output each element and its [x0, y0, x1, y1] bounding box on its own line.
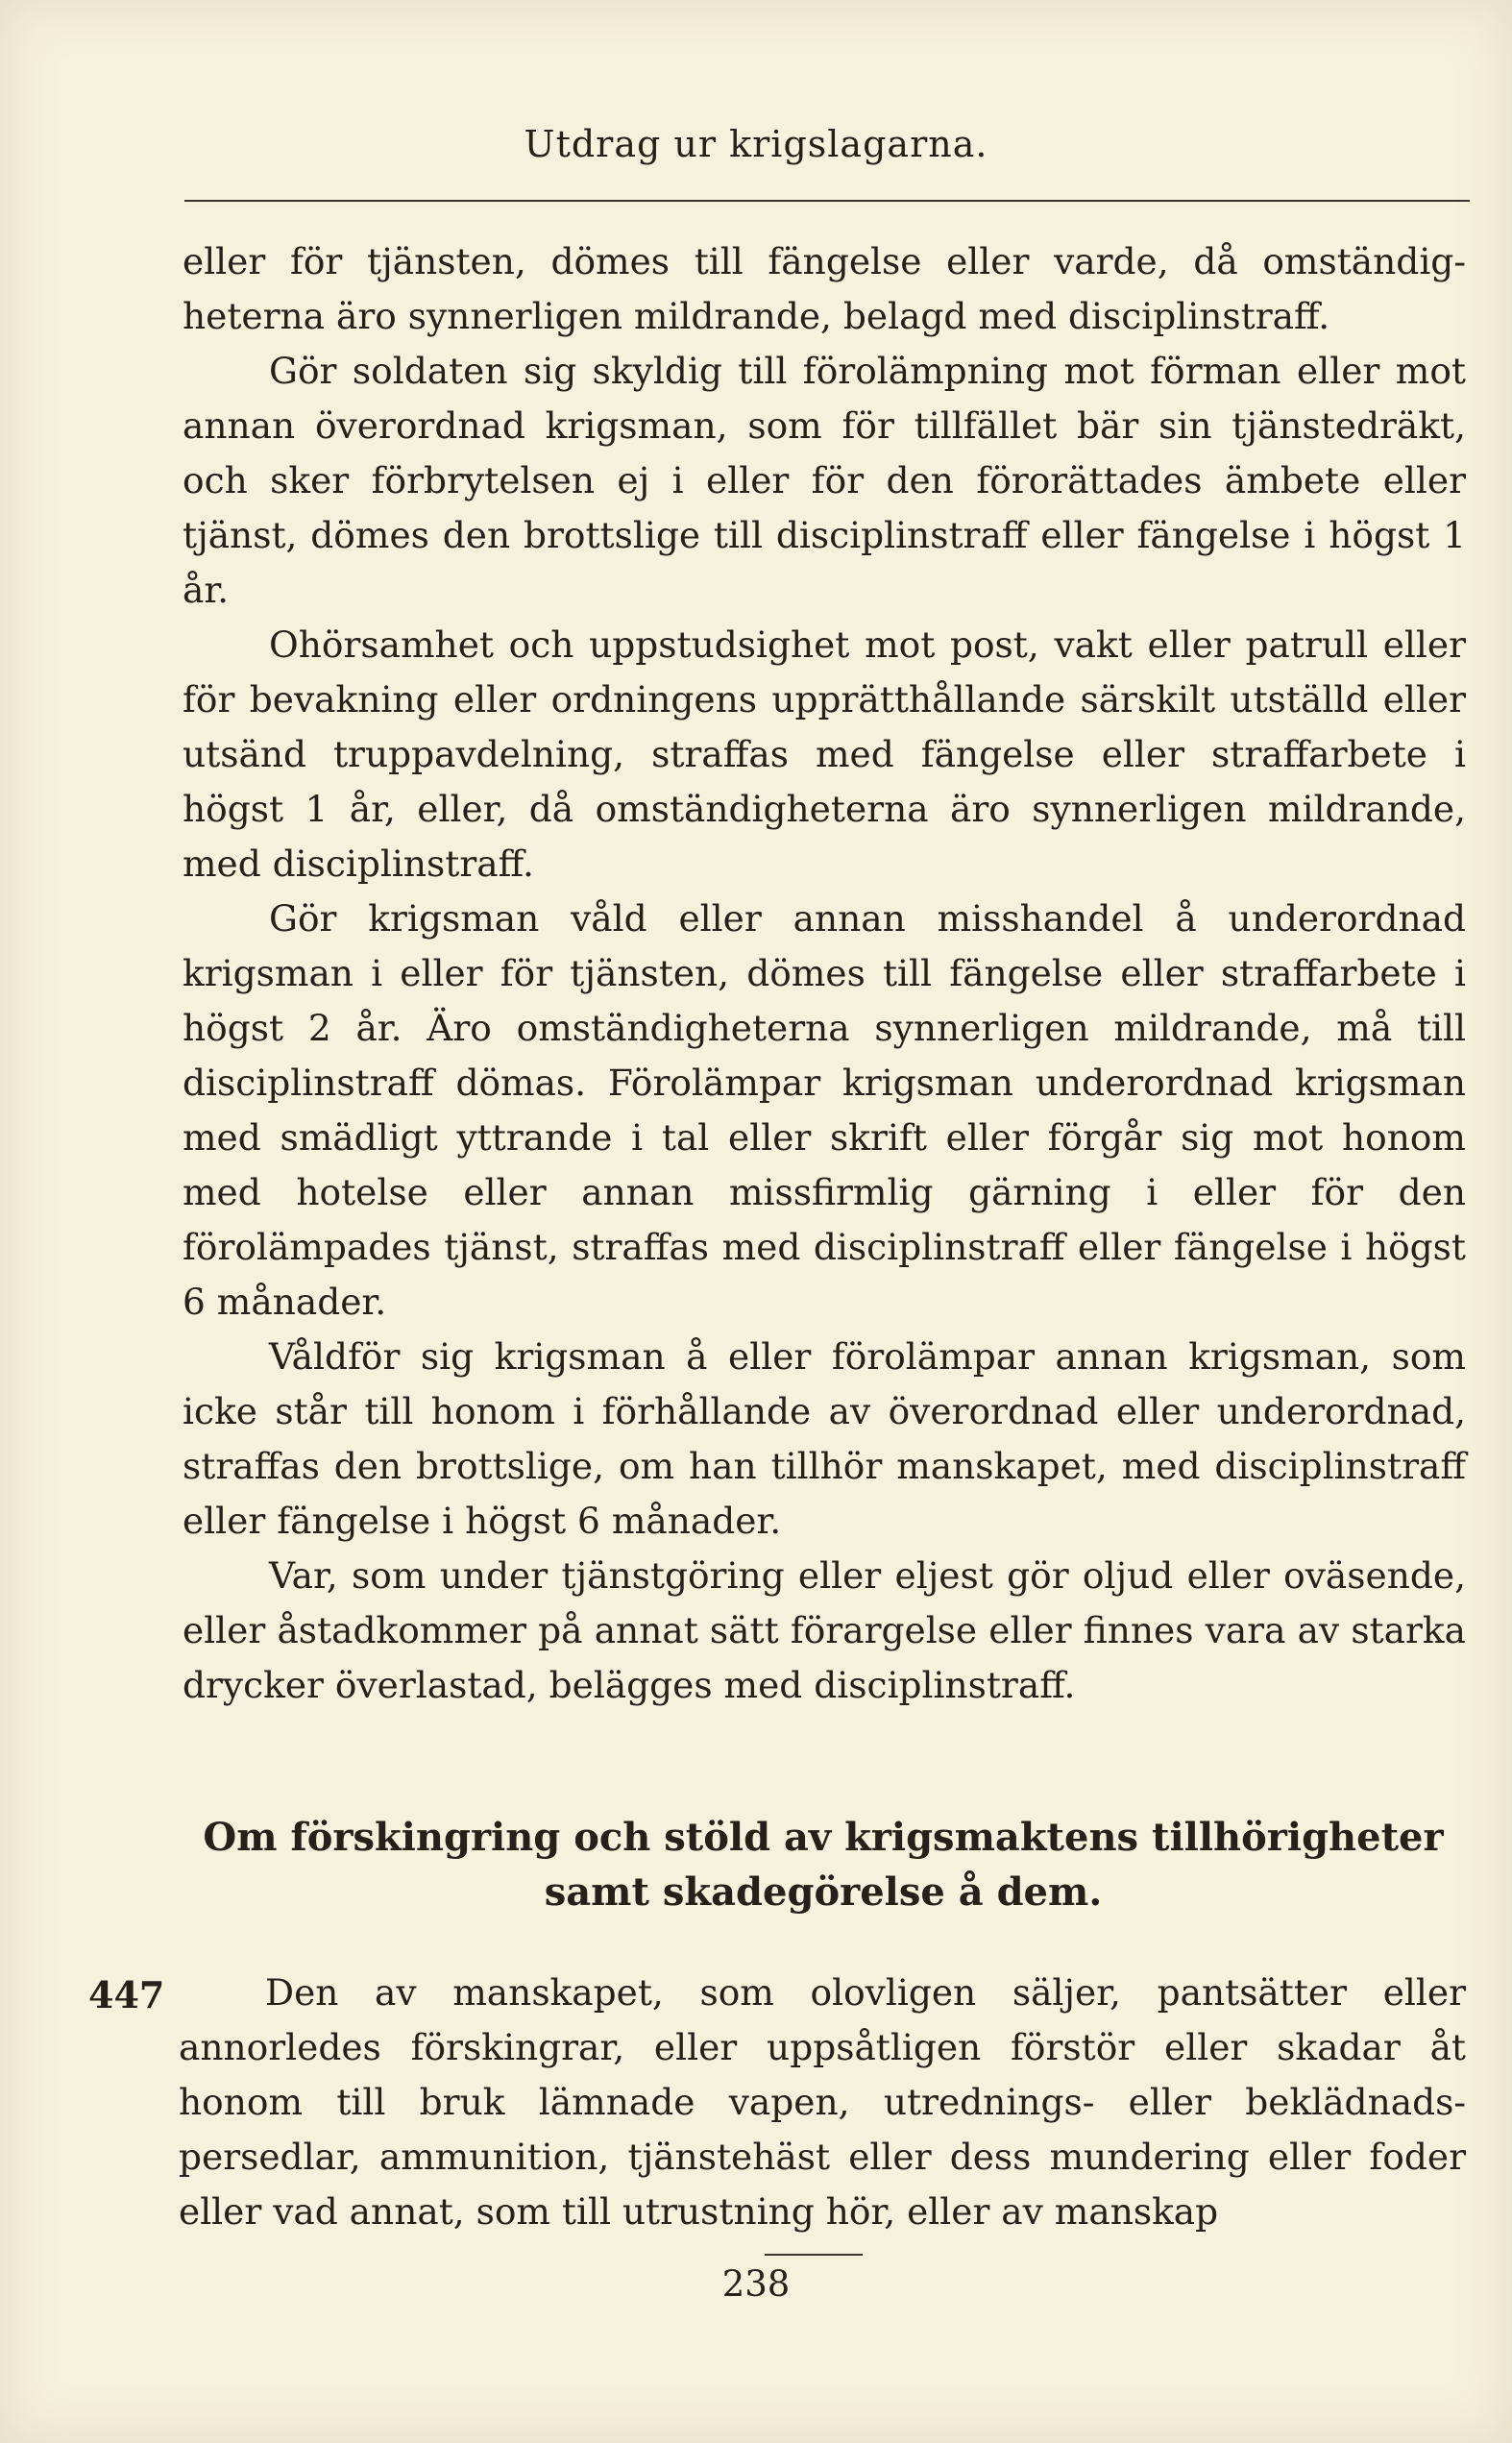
margin-number: 447 [88, 1973, 165, 2016]
paragraph-insult-superior: Gör soldaten sig skyldig till förolämpning mot förman eller mot annan överordnad krigsman, som för tillfället bär sin tjänstedräkt, och sker förbrytelsen ej i eller för den förorättades ämbete eller tjänst, dömes den brottslige till disciplinstraff eller fängelse i högst 1 år. [183, 350, 1466, 611]
header-rule [184, 200, 1470, 202]
section-heading: Om förskingring och stöld av krigsmaktens tillhörigheter samt skadegörelse å dem. [203, 1815, 1444, 1915]
paragraph-violence-subordinate: Gör krigsman våld eller annan misshandel å underordnad krigsman i eller för tjänsten, dömes till fängelse eller straffarbete i högst 2 år. Äro omständigheterna synnerligen mildrande, må till disciplinstraff dömas. Förolämpar krigsman underordnad krigsman med smädligt yttrande i tal eller skrift eller förgår sig mot honom med hotelse eller annan missfirmlig gärning i eller för den förolämpades tjänst, straffas med disciplinstraff eller fängelse i högst 6 månader. [183, 897, 1466, 1323]
paragraph-continuation: eller för tjänsten, dömes till fängelse eller varde, då omständigheterna äro synnerligen mildrande, belagd med disciplinstraff. [183, 240, 1466, 337]
paragraph-disturbance: Var, som under tjänstgöring eller eljest gör oljud eller oväsende, eller åstadkommer på annat sätt förargelse eller finnes vara av starka drycker överlastad, belägges med disciplinstraff. [183, 1554, 1466, 1706]
paragraph-embezzlement: Den av manskapet, som olovligen säljer, pantsätter eller annorledes förskingrar, eller uppsåtligen förstör eller skadar åt honom till bruk lämnade vapen, utrednings- eller beklädnadspersedlar, ammunition, tjänstehäst eller dess mundering eller foder eller vad annat, som till utrustning hör, eller av manskap [179, 1971, 1466, 2233]
section-text [179, 1966, 1466, 2239]
body-text [183, 234, 1466, 1713]
running-head: Utdrag ur krigslagarna. [524, 123, 988, 165]
paragraph-disobedience-guard: Ohörsamhet och uppstudsighet mot post, vakt eller patrull eller för bevakning eller ordningens upprätthållande särskilt utställd eller utsänd truppavdelning, straffas med fängelse eller straffarbete i högst 1 år, eller, då omständigheterna äro synnerligen mildrande, med disciplinstraff. [183, 623, 1466, 885]
paragraph-assault-equal: Våldför sig krigsman å eller förolämpar annan krigsman, som icke står till honom i förhållande av överordnad eller underordnad, straffas den brottslige, om han tillhör manskapet, med disciplinstraff eller fängelse i högst 6 månader. [183, 1335, 1466, 1542]
page-number: 238 [721, 2263, 791, 2305]
footer-rule [765, 2254, 863, 2256]
